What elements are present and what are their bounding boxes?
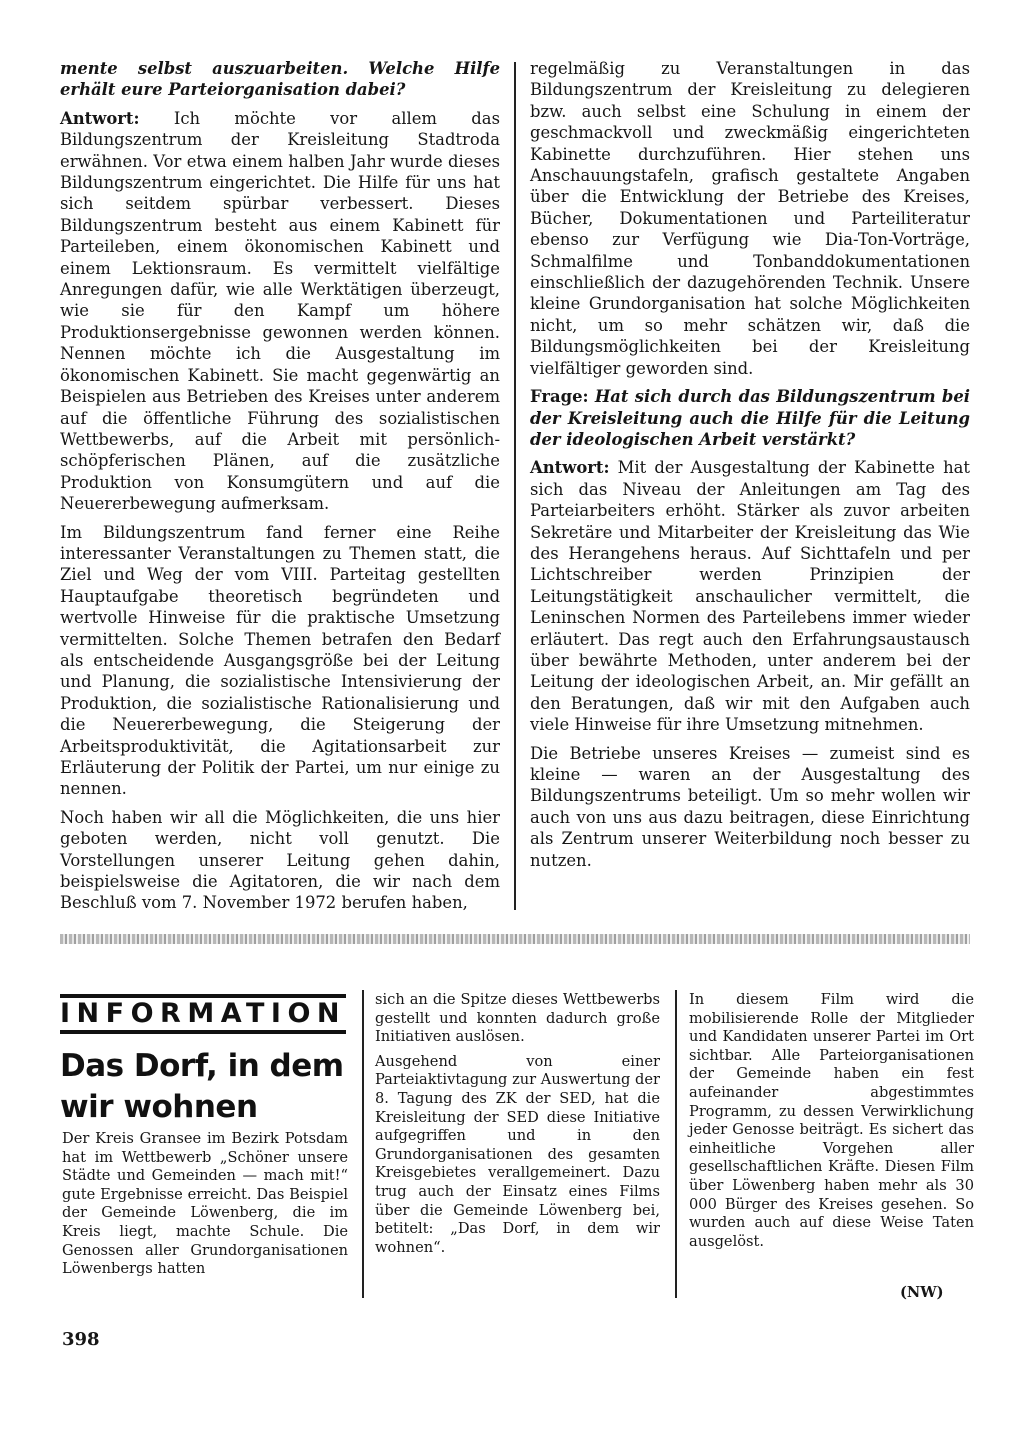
article-column-right (530, 58, 970, 878)
article-column-left (60, 58, 500, 921)
info-headline: Das Dorf, in dem wir wohnen (60, 1048, 344, 1125)
page-number: 398 (62, 1329, 100, 1350)
question-paragraph (530, 386, 970, 450)
answer-paragraph (60, 108, 500, 515)
info-paragraph: sich an die Spitze dieses Wettbewerbs gestellt und konnten dadurch große Initiativen auslösen. (375, 991, 660, 1046)
answer-label: Antwort: (530, 458, 610, 478)
column-divider (362, 990, 364, 1298)
question-label: Frage: (530, 387, 589, 407)
info-paragraph: In diesem Film wird die mobilisierende Rolle der Mitglieder und Kandidaten unserer Partei im Ort sichtbar. Alle Parteiorganisationen der Gemeinde haben ein fest aufeinander abgestimmtes Programm, zu dessen Verwirklichung jeder Genosse beiträgt. Es sichert das einheitliche Vorgehen aller gesellschaftlichen Kräfte. Diesen Film über Löwenberg haben mehr als 30 000 Bürger des Kreises gesehen. So wurden auch auf diese Weise Taten ausgelöst. (689, 991, 974, 1250)
section-separator (60, 934, 970, 944)
column-divider (675, 990, 677, 1298)
answer-text: Ich möchte vor allem das Bildungszentrum der Kreisleitung Stadtroda erwähnen. Vor etwa einem halben Jahr wurde dieses Bildungszentrum eingerichtet. Die Hilfe für uns hat sich seitdem spürbar verbessert. Dieses Bildungszentrum besteht aus einem Kabinett für Parteileben, einem ökonomischen Kabinett und einem Lektionsraum. Es vermittelt vielfältige Anregungen dafür, wie alle Werktätigen überzeugt, wie sie für den Kampf um höhere Produktionsergebnisse gewonnen werden können. Nennen möchte ich die Ausgestaltung im ökonomischen Kabinett. Sie macht gegenwärtig an Beispielen aus Betrieben des Kreises unter anderem auf die öffentliche Führung des sozialistischen Wettbewerbs, auf die Arbeit mit persönlich-schöpferischen Plänen, auf die zusätzliche Produktion von Konsumgütern und auf die Neuererbewegung aufmerksam. (60, 108, 500, 514)
question-text: Hat sich durch das Bildungszentrum bei der Kreisleitung auch die Hilfe für die Leitung der ideologischen Arbeit verstärkt? (530, 387, 970, 449)
information-heading: INFORMATION (60, 994, 346, 1034)
body-paragraph: Noch haben wir all die Möglichkeiten, die uns hier geboten werden, nicht voll genutzt. Die Vorstellungen unserer Leitung gehen dahin, beispielsweise die Agitatoren, die wir nach dem Beschluß vom 7. November 1972 berufen haben, (60, 807, 500, 913)
intro-question: mente selbst auszuarbeiten. Welche Hilfe erhält eure Parteiorganisation dabei? (60, 59, 500, 100)
body-paragraph: regelmäßig zu Veranstaltungen in das Bildungszentrum der Kreisleitung zu delegieren bzw. auch selbst eine Schulung in einem der geschmackvoll und zweckmäßig eingerichteten Kabinette durchzuführen. Hier stehen uns Anschauungstafeln, grafisch gestaltete Angaben über die Entwicklung der Betriebe des Kreises, Bücher, Dokumentationen und Parteiliteratur ebenso zur Verfügung wie Dia-Ton-Vorträge, Schmalfilme und Tonbanddokumentationen einschließlich der dazugehörenden Technik. Unsere kleine Grundorganisation hat solche Möglichkeiten nicht, um so mehr schätzen wir, daß die Bildungsmöglichkeiten bei der Kreisleitung vielfältiger geworden sind. (530, 59, 970, 378)
info-column-2 (375, 991, 660, 1263)
info-paragraph: Der Kreis Gransee im Bezirk Potsdam hat im Wettbewerb „Schöner unsere Städte und Gemeinden — mach mit!“ gute Ergebnisse erreicht. Das Beispiel der Gemeinde Löwenberg, die im Kreis liegt, machte Schule. Die Genossen aller Grundorganisationen Löwenbergs hatten (62, 1130, 348, 1278)
info-column-1 (62, 1130, 348, 1285)
answer-text: Mit der Ausgestaltung der Kabinette hat sich das Niveau der Anleitungen am Tag des Parteiarbeiters erhöht. Stärker als zuvor arbeiten Sekretäre und Mitarbeiter der Kreisleitung das Wie des Herangehens heraus. Auf Sichttafeln und per Lichtschreiber werden Prinzipien der Leitungstätigkeit anschaulicher vermittelt, die Leninschen Normen des Parteilebens immer wieder erläutert. Das regt auch den Erfahrungsaustausch über bewährte Methoden, unter anderem bei der Leitung der ideologischen Arbeit, an. Mir gefällt an den Beratungen, daß wir mit den Aufgaben auch viele Hinweise für ihre Umsetzung mitnehmen. (530, 458, 970, 735)
body-paragraph: Die Betriebe unseres Kreises — zumeist sind es kleine — waren an der Ausgestaltung des Bildungszentrums beteiligt. Um so mehr wollen wir auch von uns aus dazu beitragen, diese Einrichtung als Zentrum unserer Weiterbildung noch besser zu nutzen. (530, 743, 970, 870)
body-paragraph: Im Bildungszentrum fand ferner eine Reihe interessanter Veranstaltungen zu Themen statt, die Ziel und Weg der vom VIII. Parteitag gestellten Hauptaufgabe theoretisch begründeten und wertvolle Hinweise für die praktische Umsetzung vermittelten. Solche Themen betrafen den Bedarf als entscheidende Ausgangsgröße bei der Leitung und Planung, die sozialistische Intensivierung der Produktion, die sozialistische Rationalisierung und die Neuererbewegung, die Steigerung der Arbeitsproduktivität, die Agitationsarbeit zur Erläuterung der Politik der Partei, um nur einige zu nennen. (60, 522, 500, 799)
column-divider (514, 62, 516, 910)
author-signature: (NW) (900, 1284, 944, 1301)
answer-paragraph (530, 457, 970, 735)
info-column-3 (689, 991, 974, 1257)
info-paragraph: Ausgehend von einer Parteiaktivtagung zur Auswertung der 8. Tagung des ZK der SED, hat die Kreisleitung der SED diese Initiative aufgegriffen und in den Grundorganisationen des gesamten Kreisgebietes verallgemeinert. Dazu trug auch der Einsatz eines Films über die Gemeinde Löwenberg bei, betitelt: „Das Dorf, in dem wir wohnen“. (375, 1052, 660, 1256)
answer-label: Antwort: (60, 108, 140, 128)
